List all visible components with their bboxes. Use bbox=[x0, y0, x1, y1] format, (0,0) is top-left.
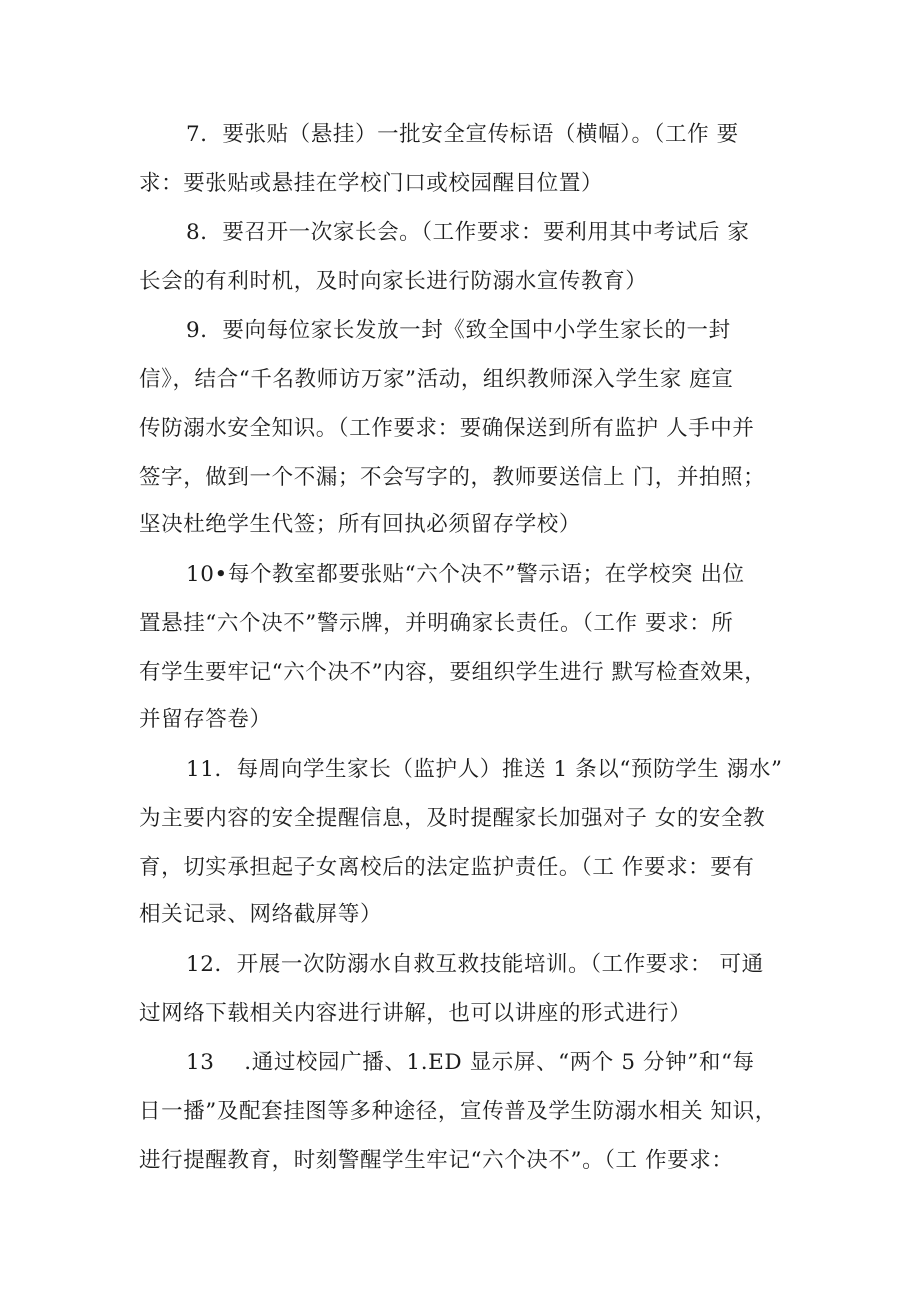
item-7-line-1: 7．要张贴（悬挂）一批安全宣传标语（横幅）。（工作 要 bbox=[186, 122, 739, 147]
item-8-line-2: 长会的有利时机，及时向家长进行防溺水宣传教育） bbox=[139, 269, 648, 294]
item-12-line-1: 12．开展一次防溺水自救互救技能培训。（工作要求： 可通 bbox=[186, 952, 764, 977]
item-8-line-1: 8．要召开一次家长会。（工作要求：要利用其中考试后 家 bbox=[186, 220, 750, 245]
item-11-line-1: 11．每周向学生家长（监护人）推送 1 条以“预防学生 溺水” bbox=[186, 757, 783, 782]
item-11-line-4: 相关记录、网络截屏等） bbox=[139, 902, 383, 927]
item-10-line-3: 有学生要牢记“六个决不”内容，要组织学生进行 默写检查效果， bbox=[139, 660, 767, 685]
item-9-line-2: 信》，结合“千名教师访万家”活动，组织教师深入学生家 庭宣 bbox=[139, 367, 734, 392]
item-9-line-1: 9．要向每位家长发放一封《致全国中小学生家长的一封 bbox=[186, 318, 731, 343]
item-11-line-2: 为主要内容的安全提醒信息，及时提醒家长加强对子 女的安全教 bbox=[139, 806, 766, 831]
item-10-line-1: 10•每个教室都要张贴“六个决不”警示语；在学校突 出位 bbox=[186, 562, 745, 587]
item-12-line-2: 过网络下载相关内容进行讲解，也可以讲座的形式进行） bbox=[139, 1001, 692, 1026]
item-13-line-3: 进行提醒教育，时刻警醒学生牢记“六个决不”。（工 作要求： bbox=[139, 1148, 734, 1173]
item-10-line-4: 并留存答卷） bbox=[139, 707, 272, 732]
item-13-line-1: 13 .通过校园广播、1.ED 显示屏、“两个 5 分钟”和“每 bbox=[186, 1050, 755, 1075]
item-9-line-4: 签字，做到一个不漏；不会写字的，教师要送信上 门，并拍照； bbox=[139, 465, 766, 490]
item-9-line-5: 坚决杜绝学生代签；所有回执必须留存学校） bbox=[139, 512, 582, 537]
item-10-line-2: 置悬挂“六个决不”警示牌，并明确家长责任。（工作 要求：所 bbox=[139, 611, 734, 636]
item-13-line-2: 日一播”及配套挂图等多种途径，宣传普及学生防溺水相关 知识， bbox=[139, 1099, 777, 1124]
item-9-line-3: 传防溺水安全知识。（工作要求：要确保送到所有监护 人手中并 bbox=[139, 416, 755, 441]
item-7-line-2: 求：要张贴或悬挂在学校门口或校园醒目位置） bbox=[139, 171, 604, 196]
item-11-line-3: 育，切实承担起子女离校后的法定监护责任。（工 作要求：要有 bbox=[139, 855, 755, 880]
